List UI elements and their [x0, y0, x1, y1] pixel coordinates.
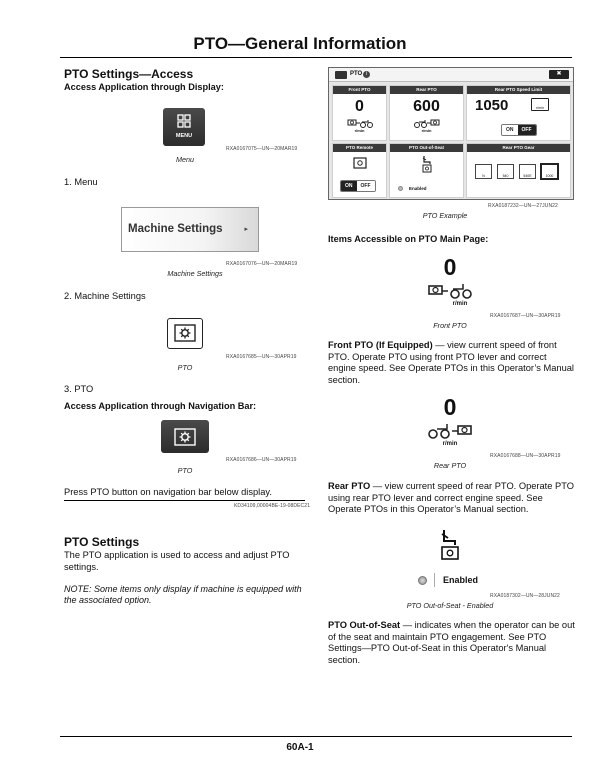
step-1: 1. Menu	[64, 177, 98, 187]
seat-ref: RXA0187302—UN—28JUN22	[490, 593, 560, 599]
front-pto-desc: — view current speed of front PTO. Operate PTO using front PTO lever and correct engine speed. See Operate PTOs in this Operator’s Manual section.	[328, 340, 574, 385]
gear-button: 540E	[519, 164, 536, 179]
front-pto-header: Front PTO	[333, 86, 386, 94]
nav-instruction: Press PTO button on navigation bar below display.	[64, 487, 272, 497]
access-heading: PTO Settings—Access	[64, 67, 194, 81]
machine-settings-caption: Machine Settings	[167, 269, 223, 278]
pto-out-of-seat-header: PTO Out-of-Seat	[390, 144, 463, 152]
grid-icon	[177, 114, 191, 128]
nav-caption: PTO	[177, 466, 193, 475]
nav-ref: RXA0167686—UN—30APR19	[226, 457, 297, 463]
pto-small-icon	[335, 71, 347, 79]
pto-app-button	[167, 318, 203, 349]
toggle-off: OFF	[357, 181, 375, 191]
front-pto-caption: Front PTO	[433, 321, 467, 330]
nav-pto-tile	[161, 420, 209, 453]
menu-tile	[163, 108, 205, 146]
toggle-off: OFF	[518, 125, 536, 135]
screen-titlebar	[329, 68, 573, 82]
rear-pto-desc: — view current speed of rear PTO. Operate PTO using rear PTO lever and correct engine speed. See Operate PTOs in this Operator’s Manual section.	[328, 481, 574, 514]
nav-access-heading: Access Application through Navigation Bar:	[64, 401, 257, 411]
pto-gear-icon	[174, 323, 196, 343]
rear-pto-description	[328, 481, 576, 516]
menu-ref: RXA0167075—UN—20MAR19	[226, 146, 298, 152]
rear-speed-limit-value: 1050	[475, 97, 509, 114]
seat-icon	[439, 528, 461, 560]
section-rule	[64, 500, 305, 501]
toggle-on: ON	[341, 181, 357, 191]
status-dot	[398, 186, 403, 191]
rear-pto-ref: RXA0167688—UN—30APR19	[490, 453, 561, 459]
rear-pto-term: Rear PTO	[328, 481, 371, 491]
speed-limit-toggle	[501, 124, 537, 136]
info-icon: i	[363, 71, 370, 78]
screen-title: PTO	[350, 71, 363, 77]
machine-settings-ref: RXA0167076—UN—20MAR19	[226, 261, 298, 267]
rear-pto-tractor-icon	[428, 423, 472, 439]
settings-text: The PTO application is used to access and adjust PTO settings.	[64, 550, 290, 572]
machine-settings-label: Machine Settings	[128, 223, 223, 235]
page-title: PTO—General Information	[193, 34, 407, 53]
title-rule	[60, 57, 572, 58]
rear-pto-gear-cell	[466, 143, 571, 198]
pto-gear-icon	[174, 427, 196, 447]
front-pto-term: Front PTO (If Equipped)	[328, 340, 433, 350]
rear-pto-caption: Rear PTO	[433, 461, 467, 470]
front-pto-value: 0	[355, 98, 364, 115]
seat-desc: — indicates when the operator can be out of the seat and maintain PTO engagement. See PTO Settings—PTO Out-of-Seat in this Operator's Manual section.	[328, 620, 575, 665]
pto-remote-cell	[332, 143, 387, 198]
speed-limit-icon: r/min	[531, 98, 549, 111]
page-number: 60A-1	[286, 742, 314, 753]
status-dot	[418, 576, 427, 585]
step-3: 3. PTO	[64, 384, 94, 394]
footer-rule	[60, 736, 572, 737]
chevron-right-icon: ▸	[244, 226, 248, 233]
pto-example-screen	[328, 67, 574, 200]
pto-caption: PTO	[177, 363, 193, 372]
front-pto-tractor-icon	[347, 118, 373, 128]
seat-icon	[421, 155, 433, 173]
front-pto-unit: r/min	[354, 128, 365, 133]
rear-pto-gear-header: Rear PTO Gear	[467, 144, 570, 152]
toggle-on: ON	[502, 125, 518, 135]
seat-enabled-text: Enabled	[443, 575, 479, 585]
screen-ref: RXA0187232—UN—27JUN22	[488, 203, 558, 209]
gear-buttons	[475, 164, 558, 179]
pto-out-of-seat-cell	[389, 143, 464, 198]
seat-enabled-text: Enabled	[409, 186, 427, 191]
step-2: 2. Machine Settings	[64, 291, 146, 301]
note-text: NOTE: Some items only display if machine is equipped with the associated option.	[64, 584, 302, 605]
gear-button: N	[475, 164, 492, 179]
front-pto-unit: r/min	[452, 301, 468, 307]
rear-pto-header: Rear PTO	[390, 86, 463, 94]
seat-term: PTO Out-of-Seat	[328, 620, 401, 630]
display-access-heading: Access Application through Display:	[64, 82, 224, 92]
gear-button: 540	[497, 164, 514, 179]
doc-ref: KD34109,00004BE-19-08DEC21	[234, 503, 310, 509]
settings-heading: PTO Settings	[64, 535, 140, 549]
close-icon: ✖	[549, 70, 569, 79]
menu-caption: Menu	[176, 155, 194, 164]
rear-pto-unit: r/min	[421, 128, 432, 133]
front-pto-description	[328, 340, 576, 386]
screen-caption: PTO Example	[422, 211, 468, 220]
items-heading: Items Accessible on PTO Main Page:	[328, 234, 489, 244]
rear-pto-cell	[389, 85, 464, 141]
rear-pto-unit: r/min	[442, 441, 458, 447]
pto-remote-header: PTO Remote	[333, 144, 386, 152]
front-pto-value: 0	[443, 254, 457, 280]
pto-remote-toggle	[340, 180, 376, 192]
front-pto-cell	[332, 85, 387, 141]
rear-pto-value: 600	[413, 98, 440, 115]
gear-button-selected: 1000	[541, 164, 558, 179]
seat-description	[328, 620, 576, 666]
front-pto-ref: RXA0167687—UN—30APR19	[490, 313, 561, 319]
pto-ref: RXA0167685—UN—30APR19	[226, 354, 297, 360]
menu-tile-label: MENU	[175, 133, 193, 139]
divider	[434, 573, 435, 587]
rear-speed-limit-cell	[466, 85, 571, 141]
pto-remote-icon	[353, 157, 367, 169]
rear-speed-limit-header: Rear PTO Speed Limit	[467, 86, 570, 94]
front-pto-tractor-icon	[428, 283, 472, 299]
machine-settings-button	[121, 207, 259, 252]
rear-pto-value: 0	[443, 394, 457, 420]
seat-caption: PTO Out-of-Seat - Enabled	[406, 601, 494, 610]
rear-pto-tractor-icon	[414, 118, 440, 128]
